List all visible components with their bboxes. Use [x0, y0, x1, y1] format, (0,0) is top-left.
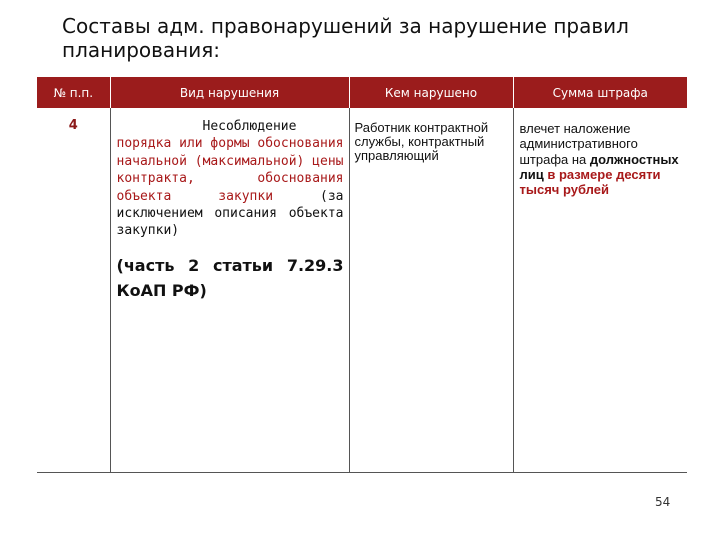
- cell-offender: [349, 108, 513, 473]
- violations-table: [37, 77, 687, 473]
- cell-number: [37, 108, 110, 473]
- fine-text: влечет наложение административного штрафа на: [519, 121, 638, 167]
- table-row: [37, 108, 687, 473]
- cell-fine: [513, 108, 687, 473]
- header-fine-amount: Сумма штрафа: [513, 77, 687, 108]
- header-violation-type: Вид нарушения: [110, 77, 349, 108]
- slide-title-line-2: планирования:: [62, 38, 221, 62]
- fine-description: [514, 108, 688, 197]
- violation-red-text: порядка или формы обоснования начальной (максимальной) цены контракта, обоснования объекта закупки: [116, 136, 344, 204]
- cell-violation: [110, 108, 349, 473]
- violation-description: [111, 108, 349, 303]
- fine-subject: должностных лиц: [519, 151, 679, 182]
- law-reference: (часть 2 статьи 7.29.3 КоАП РФ): [116, 255, 344, 300]
- fine-amount: в размере десяти тысяч рублей: [519, 166, 661, 198]
- slide-title: [62, 14, 712, 62]
- header-number: № п.п.: [37, 77, 110, 108]
- header-offender: Кем нарушено: [349, 77, 513, 108]
- slide-title-line-1: Составы адм. правонарушений за нарушение правил: [62, 14, 629, 38]
- violation-rest: (за исключением описания объекта закупки): [116, 188, 344, 239]
- violation-lead: Несоблюдение: [202, 119, 297, 134]
- row-number: 4: [68, 118, 78, 133]
- table-header-row: [37, 77, 687, 108]
- offender-text: Работник контрактной службы, контрактный управляющий: [354, 120, 489, 163]
- page-number: 54: [655, 495, 671, 509]
